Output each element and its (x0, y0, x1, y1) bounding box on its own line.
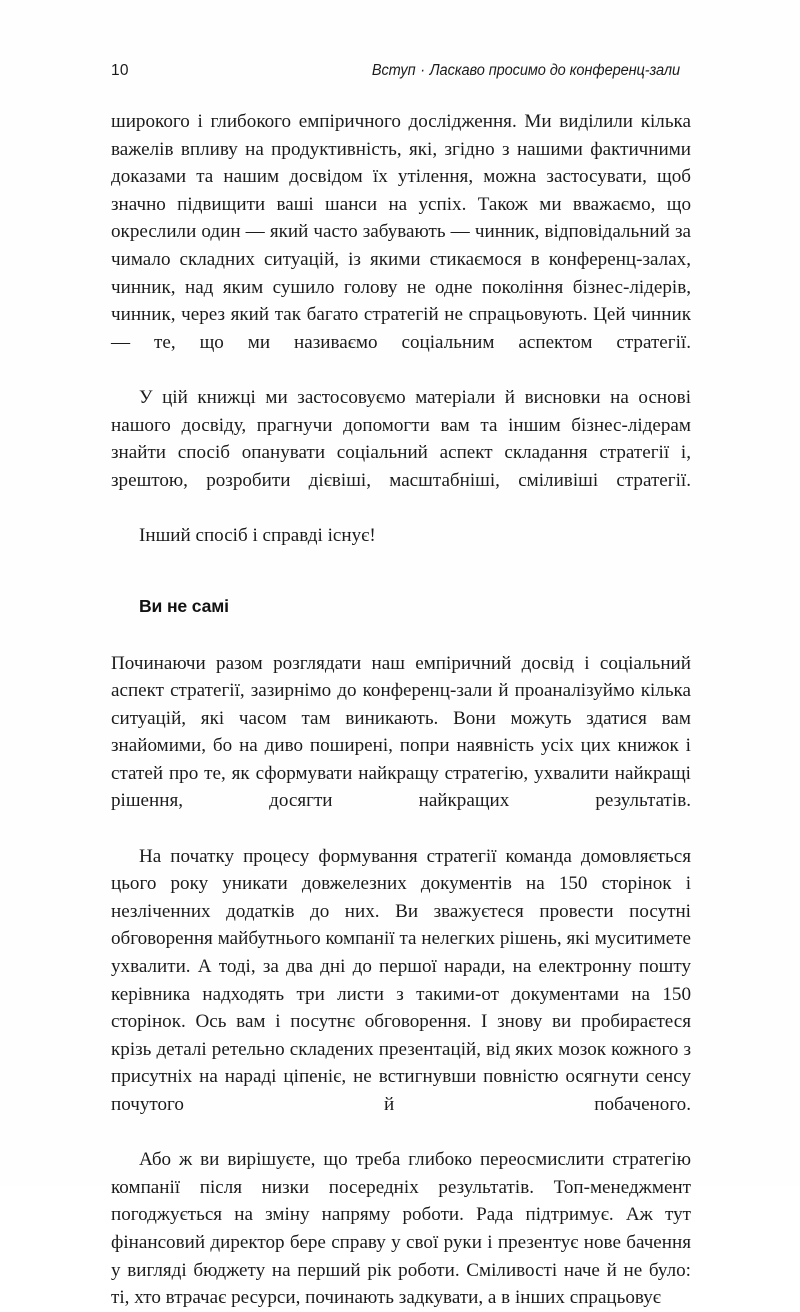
running-head-section: Вступ (371, 62, 416, 79)
running-head-separator: · (420, 62, 426, 79)
spacer (111, 618, 691, 650)
text-block (111, 108, 691, 1312)
paragraph: Починаючи разом розглядати наш емпіричний досвід і соціальний аспект стратегії, зазирнімо до конференц-зали й проаналізуймо кілька ситуацій, які часом там виникають. Вони можуть здатися вам знайомими, бо на диво поширені, попри наявність усіх цих книжок і статей про те, як сформувати найкращу стратегію, ухвалити найкращі рішення, досягти найкращих результатів. (111, 652, 691, 812)
paragraph: На початку процесу формування стратегії команда домовляється цього року уникати довжелезних документів на 150 сторінок і незліченних додатків до них. Ви зважуєтеся провести посутні обговорення майбутнього компанії та нелегких рішень, які муситимете ухвалити. А тоді, за два дні до першої наради, на електронну пошту керівника надходять три листи з такими-от документами на 150 сторінок. Ось вам і посутнє обговорення. І знову ви пробираєтеся крізь деталі ретельно складених презентацій, від яких мозок кожного з присутніх на нараді ціпеніє, не встигнувши повністю осягнути сенсу почутого й побаченого. (111, 845, 691, 1115)
paragraph: широкого і глибокого емпіричного дослідження. Ми виділили кілька важелів впливу на продуктивність, які, згідно з нашими фактичними доказами та нашим досвідом їх утілення, можна застосувати, щоб значно підвищити ваші шанси на успіх. Також ми вважаємо, що окреслили один — який часто забувають — чинник, відповідальний за чимало складних ситуацій, із якими стикаємося в конференц-залах, чинник, над яким сушило голову не одне покоління бізнес-лідерів, чинник, через який так багато стратегій не спрацьовують. Цей чинник — те, що ми називаємо соціальним аспектом стратегії. (111, 111, 691, 353)
running-header (111, 62, 690, 80)
paragraph: У цій книжці ми застосовуємо матеріали й висновки на основі нашого досвіду, прагнучи допомогти вам та іншим бізнес-лідерам знайти спосіб опанувати соціальний аспект складання стратегії і, зрештою, розробити дієвіші, масштабніші, сміливіші стратегії. (111, 386, 691, 491)
paragraph: Інший спосіб і справді існує! (139, 524, 376, 546)
paragraph: Або ж ви вирішуєте, що треба глибоко переосмислити стратегію компанії після низки посередніх результатів. Топ-менеджмент погоджується на зміну напряму роботи. Рада підтримує. Аж тут фінансовий директор бере справу у свої руки і презентує нове бачення у вигляді бюджету на перший рік роботи. Сміливості наче й не було: ті, хто втрачає ресурси, починають задкувати, а в інших спрацьовує (111, 1149, 691, 1309)
spacer (111, 550, 691, 594)
page-number: 10 (111, 62, 129, 79)
running-head-chapter: Ласкаво просимо до конференц-зали (429, 62, 681, 79)
section-subheading: Ви не самі (139, 595, 229, 616)
running-head-title (372, 62, 680, 80)
